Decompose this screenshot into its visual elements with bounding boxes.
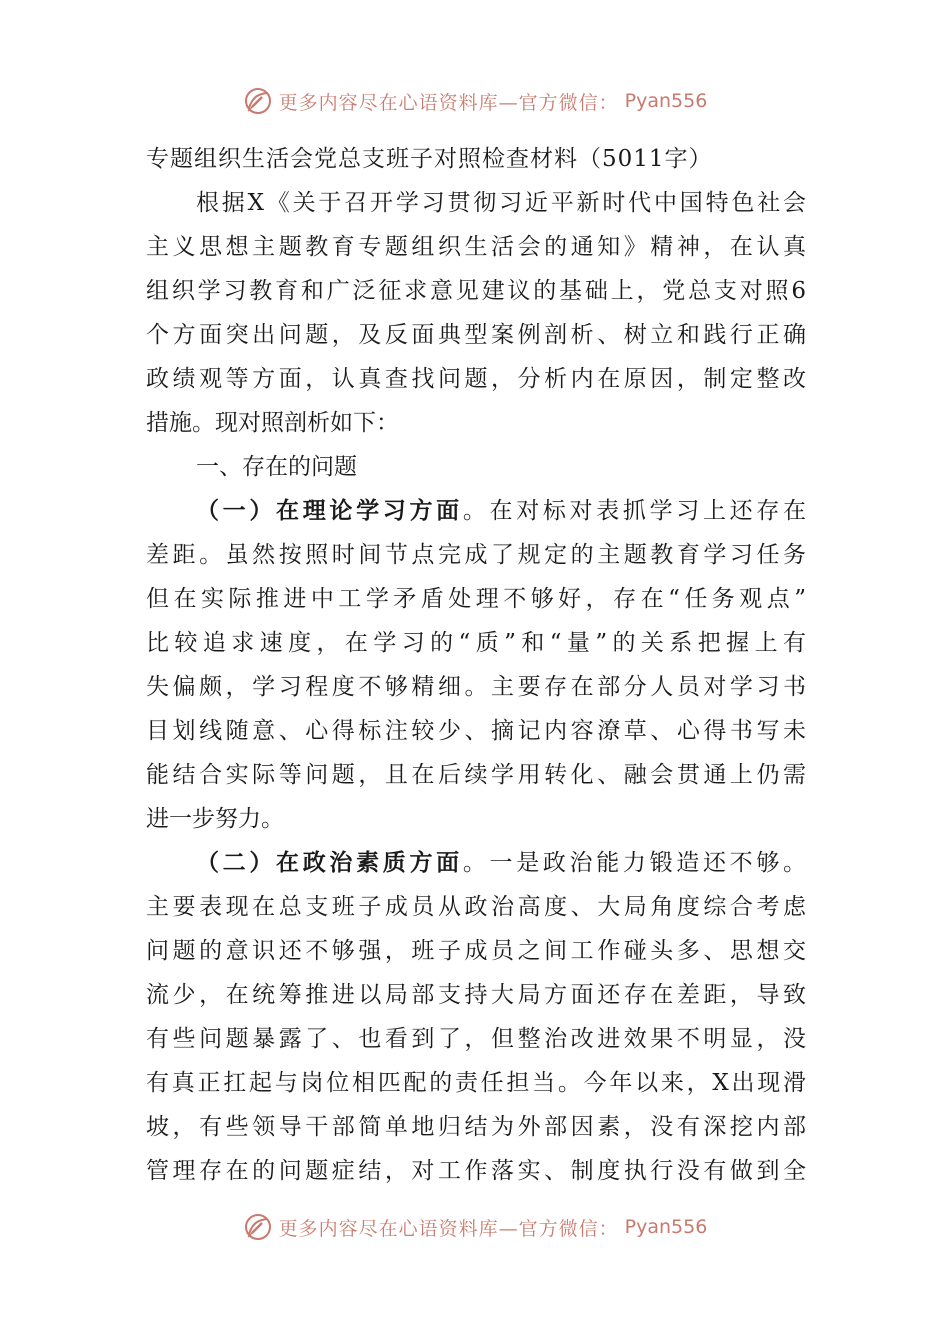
paragraph-line: 目划线随意、心得标注较少、摘记内容潦草、心得书写未 bbox=[146, 718, 806, 744]
intro-line: 主义思想主题教育专题组织生活会的通知》精神，在认真 bbox=[146, 234, 806, 260]
paragraph-line: 有些问题暴露了、也看到了，但整治改进效果不明显，没 bbox=[146, 1026, 806, 1052]
watermark-wechat-id: Pyan556 bbox=[624, 90, 708, 112]
footer-watermark bbox=[0, 1212, 950, 1242]
header-watermark bbox=[0, 86, 950, 116]
section-heading: 一、存在的问题 bbox=[196, 454, 357, 480]
paragraph-line: 主要表现在总支班子成员从政治高度、大局角度综合考虑 bbox=[146, 894, 806, 920]
paragraph-line: 但在实际推进中工学矛盾处理不够好，存在“任务观点” bbox=[146, 586, 806, 612]
watermark-text: 更多内容尽在心语资料库—官方微信： bbox=[278, 91, 619, 114]
paragraph-line: 坡，有些领导干部简单地归结为外部因素，没有深挖内部 bbox=[146, 1114, 806, 1140]
paragraph-line: 能结合实际等问题，且在后续学用转化、融会贯通上仍需 bbox=[146, 762, 806, 788]
subsection-first-line bbox=[146, 841, 806, 885]
paragraph-line: 流少，在统筹推进以局部支持大局方面还存在差距，导致 bbox=[146, 982, 806, 1008]
document-body bbox=[146, 137, 806, 1193]
subsection-first-text: 。一是政治能力锻造还不够。 bbox=[462, 850, 806, 876]
paragraph-line: 管理存在的问题症结，对工作落实、制度执行没有做到全 bbox=[146, 1158, 806, 1184]
paragraph-line: 问题的意识还不够强，班子成员之间工作碰头多、思想交 bbox=[146, 938, 806, 964]
paragraph-line: 有真正扛起与岗位相匹配的责任担当。今年以来，X出现滑 bbox=[146, 1070, 806, 1096]
watermark-wechat-id: Pyan556 bbox=[624, 1216, 708, 1238]
paragraph-line: 差距。虽然按照时间节点完成了规定的主题教育学习任务 bbox=[146, 542, 806, 568]
watermark-text: 更多内容尽在心语资料库—官方微信： bbox=[278, 1217, 619, 1240]
intro-line: 政绩观等方面，认真查找问题，分析内在原因，制定整改 bbox=[146, 366, 806, 392]
signature-pen-logo-icon bbox=[243, 1212, 273, 1242]
paragraph-line: 失偏颇，学习程度不够精细。主要存在部分人员对学习书 bbox=[146, 674, 806, 700]
subsection-first-line bbox=[146, 489, 806, 533]
subsection-first-text: 。在对标对表抓学习上还存在 bbox=[462, 498, 806, 524]
intro-line: 组织学习教育和广泛征求意见建议的基础上，党总支对照6 bbox=[146, 278, 806, 304]
signature-pen-logo-icon bbox=[243, 86, 273, 116]
intro-line: 个方面突出问题，及反面典型案例剖析、树立和践行正确 bbox=[146, 322, 806, 348]
paragraph-line: 比较追求速度，在学习的“质”和“量”的关系把握上有 bbox=[146, 630, 806, 656]
intro-line: 措施。现对照剖析如下： bbox=[146, 410, 399, 436]
paragraph-line: 进一步努力。 bbox=[146, 806, 284, 832]
document-title: 专题组织生活会党总支班子对照检查材料（5011字） bbox=[146, 146, 713, 172]
subsection-heading: （二）在政治素质方面 bbox=[196, 849, 463, 876]
subsection-heading: （一）在理论学习方面 bbox=[196, 497, 463, 524]
intro-line: 根据X《关于召开学习贯彻习近平新时代中国特色社会 bbox=[196, 190, 806, 216]
